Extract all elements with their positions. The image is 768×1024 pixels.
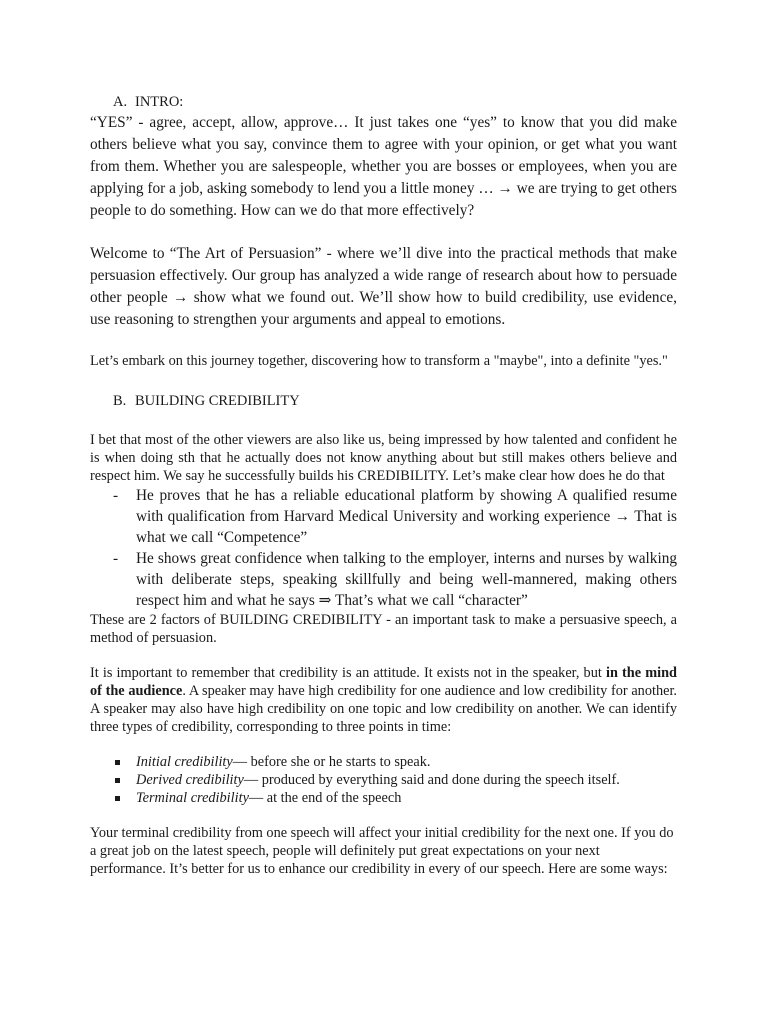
list-item-text: He proves that he has a reliable educational platform by showing A qualified resume with qualification from Harvard Medical University and working experience → That is what we call “Competence” [136, 487, 677, 546]
credibility-paragraph-3 [90, 664, 677, 736]
type-desc: — produced by everything said and done during the speech itself. [243, 772, 620, 788]
square-bullet-icon [115, 796, 120, 801]
type-term: Initial credibility [136, 754, 233, 770]
section-b-heading [90, 391, 677, 411]
para3-bold-phrase: in the mind of the audience [90, 665, 678, 699]
credibility-paragraph-4: Your terminal credibility from one speech will affect your initial credibility for the next one. If you do a great job on the latest speech, people will definitely put great expectations on your next performance. It’s better for us to enhance our credibility in every of our speech. Here are some ways: [90, 825, 674, 877]
type-desc: — at the end of the speech [248, 790, 402, 806]
intro-paragraph-2-rest: where we’ll dive into the practical methods that make persuasion effectively. Our group has analyzed a wide range of research about how to persuade other people → show what we found out. We’ll show how to build credibility, use evidence, use reasoning to strengthen your arguments and appeal to emotions. [90, 245, 677, 328]
square-bullet-icon [115, 760, 120, 765]
section-b-title: BUILDING CREDIBILITY [135, 393, 300, 409]
list-item [90, 789, 677, 807]
intro-paragraph-2 [90, 243, 677, 331]
type-desc: — before she or he starts to speak. [232, 754, 431, 770]
credibility-paragraph-2: These are 2 factors of BUILDING CREDIBILITY - an important task to make a persuasive speech, a method of persuasion. [90, 612, 677, 646]
section-a-number: A. [113, 94, 128, 110]
list-item-text: He shows great confidence when talking to the employer, interns and nurses by walking with deliberate steps, speaking skillfully and being well-mannered, making others respect him and what he says ⇒ That’s what we call “character” [136, 550, 677, 609]
section-a-heading [90, 92, 677, 112]
intro-paragraph-1: “YES” - agree, accept, allow, approve… It just takes one “yes” to know that you did make others believe what you say, convince them to agree with your opinion, or get what you want from them. Whether you are salespeople, whether you are bosses or employees, when you are applying for a job, asking somebody to lend you a little money … → we are trying to get others people to do something. How can we do that more effectively? [90, 114, 677, 219]
credibility-paragraph-1: I bet that most of the other viewers are also like us, being impressed by how talented and confident he is when doing sth that he actually does not know anything about but still makes others believe and respect him. We say he successfully builds his CREDIBILITY. Let’s make clear how does he do that [90, 432, 677, 484]
type-term: Derived credibility [136, 772, 244, 788]
section-b-number: B. [113, 393, 127, 409]
list-item [90, 753, 677, 771]
document-body [90, 92, 677, 878]
list-item [90, 548, 677, 611]
dash-marker: - [113, 550, 119, 567]
credibility-dash-list [90, 485, 677, 611]
para3-part-a: It is important to remember that credibility is an attitude. It exists not in the speaker, but [90, 665, 606, 681]
section-a-title: INTRO: [135, 94, 184, 110]
type-term: Terminal credibility [136, 790, 249, 806]
list-item [90, 485, 677, 548]
list-item [90, 771, 677, 789]
credibility-types-list [90, 753, 677, 807]
dash-marker: - [113, 487, 119, 504]
para3-part-b: . A speaker may have high credibility for one audience and low credibility for another. A speaker may also have high credibility on one topic and low credibility on another. We can identify three types of credibility, corresponding to three points in time: [90, 683, 677, 735]
square-bullet-icon [115, 778, 120, 783]
intro-paragraph-3: Let’s embark on this journey together, discovering how to transform a "maybe", into a definite "yes." [90, 353, 668, 369]
intro-paragraph-2-lead: Welcome to “The Art of Persuasion” - [90, 245, 337, 262]
